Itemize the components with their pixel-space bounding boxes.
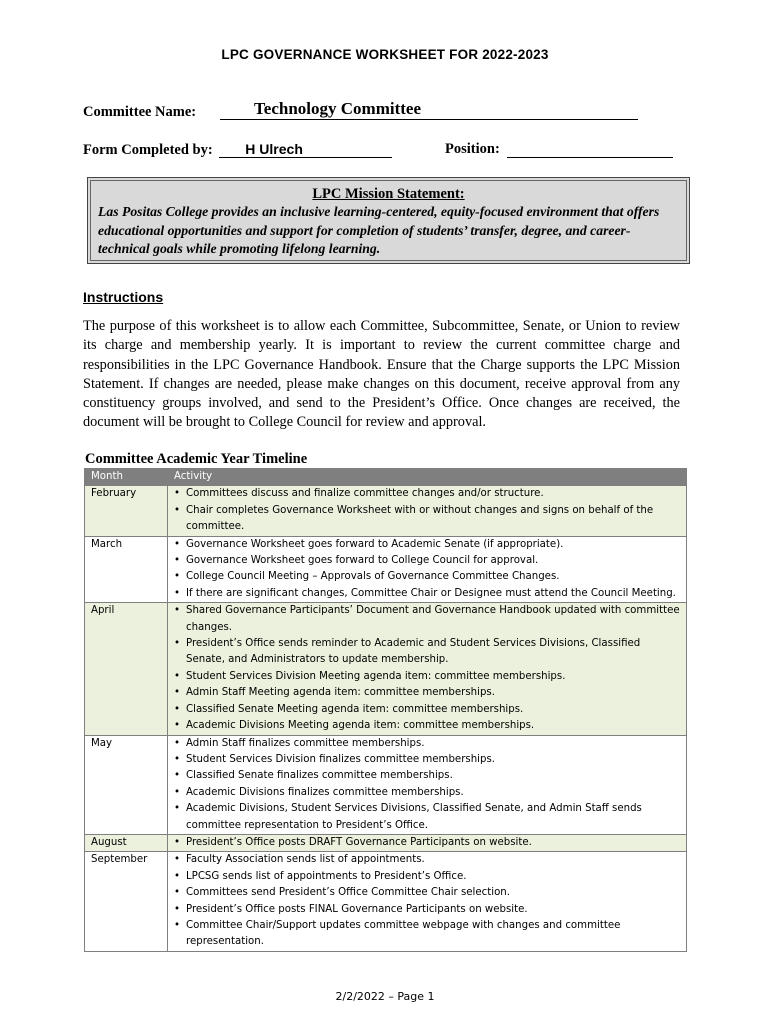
- committee-name-label: Committee Name:: [83, 104, 197, 120]
- instructions-text: The purpose of this worksheet is to allow each Committee, Subcommittee, Senate, or Union to review its charge and membership yearly. It is important to review the current committee charge and responsibilities in the LPC Governance Handbook. Ensure that the Charge supports the LPC Mission Statement. If changes are needed, please make changes on this document, receive approval from any constituency groups involved, and send to the President’s Office. Once changes are received, the document will be brought to College Council for review and approval.: [83, 318, 680, 431]
- month-cell: March: [85, 536, 168, 603]
- list-item: • President’s Office posts FINAL Governance Participants on website.: [174, 902, 680, 918]
- month-cell: February: [85, 486, 168, 536]
- timeline-table: [84, 468, 687, 952]
- list-item: • Classified Senate Meeting agenda item: committee memberships.: [174, 702, 680, 718]
- list-item: • Admin Staff finalizes committee memberships.: [174, 736, 680, 752]
- list-item: • Committee Chair/Support updates committee webpage with changes and committee representation.: [174, 918, 680, 951]
- activity-cell: [168, 486, 687, 536]
- table-row: [85, 486, 687, 536]
- list-item: • Classified Senate finalizes committee memberships.: [174, 768, 680, 784]
- list-item: • Governance Worksheet goes forward to Academic Senate (if appropriate).: [174, 537, 680, 553]
- table-row: [85, 603, 687, 735]
- activity-list: [174, 852, 680, 950]
- list-item: • Chair completes Governance Worksheet with or without changes and signs on behalf of the committee.: [174, 503, 680, 536]
- list-item: • Committees send President’s Office Committee Chair selection.: [174, 885, 680, 901]
- mission-statement-box: [87, 177, 690, 264]
- activity-cell: [168, 603, 687, 735]
- activity-list: [174, 486, 680, 535]
- activity-cell: [168, 536, 687, 603]
- activity-list: [174, 537, 680, 603]
- position-label: Position:: [445, 141, 500, 157]
- activity-column-header: Activity: [168, 469, 687, 486]
- list-item: • Student Services Division Meeting agenda item: committee memberships.: [174, 669, 680, 685]
- activity-list: [174, 835, 680, 851]
- committee-name-value: Technology Committee: [220, 99, 638, 120]
- list-item: • Governance Worksheet goes forward to College Council for approval.: [174, 553, 680, 569]
- table-row: [85, 852, 687, 951]
- month-cell: May: [85, 735, 168, 834]
- activity-cell: [168, 834, 687, 851]
- list-item: • President’s Office posts DRAFT Governance Participants on website.: [174, 835, 680, 851]
- completed-by-label: Form Completed by:: [83, 142, 213, 158]
- table-row: [85, 735, 687, 834]
- list-item: • Faculty Association sends list of appointments.: [174, 852, 680, 868]
- page-footer: 2/2/2022 – Page 1: [335, 990, 435, 1003]
- activity-list: [174, 603, 680, 734]
- mission-text: Las Positas College provides an inclusive learning-centered, equity-focused environment that offers educational opportunities and support for completion of students’ transfer, degree, and career-technical goals while promoting lifelong learning.: [98, 204, 660, 256]
- list-item: • Admin Staff Meeting agenda item: committee memberships.: [174, 685, 680, 701]
- instructions-heading: Instructions: [83, 289, 164, 305]
- month-cell: August: [85, 834, 168, 851]
- activity-cell: [168, 852, 687, 951]
- list-item: • Academic Divisions, Student Services Divisions, Classified Senate, and Admin Staff sends committee representation to President’s Office.: [174, 801, 680, 834]
- mission-title: [98, 185, 679, 203]
- table-row: [85, 834, 687, 851]
- list-item: • Committees discuss and finalize committee changes and/or structure.: [174, 486, 680, 502]
- committee-name-row: [83, 99, 421, 121]
- list-item: • Shared Governance Participants’ Document and Governance Handbook updated with committee changes.: [174, 603, 680, 636]
- month-cell: April: [85, 603, 168, 735]
- position-value: [507, 157, 673, 158]
- completed-by-value: H Ulrech: [219, 141, 392, 158]
- timeline-body: [85, 486, 687, 951]
- completed-by-row: [83, 141, 500, 159]
- timeline-header-row: [85, 469, 687, 486]
- list-item: • Student Services Division finalizes committee memberships.: [174, 752, 680, 768]
- list-item: • Academic Divisions Meeting agenda item: committee memberships.: [174, 718, 680, 734]
- list-item: • College Council Meeting – Approvals of Governance Committee Changes.: [174, 569, 680, 585]
- list-item: • LPCSG sends list of appointments to President’s Office.: [174, 869, 680, 885]
- mission-title-colon: :: [459, 186, 465, 202]
- month-column-header: Month: [85, 469, 168, 486]
- table-row: [85, 536, 687, 603]
- activity-list: [174, 736, 680, 834]
- list-item: • If there are significant changes, Committee Chair or Designee must attend the Council Meeting.: [174, 586, 680, 602]
- month-cell: September: [85, 852, 168, 951]
- activity-cell: [168, 735, 687, 834]
- timeline-heading: Committee Academic Year Timeline: [85, 451, 308, 467]
- list-item: • President’s Office sends reminder to Academic and Student Services Divisions, Classified Senate, and Administrators to update membership.: [174, 636, 680, 669]
- mission-title-text: LPC Mission Statement: [312, 186, 460, 202]
- list-item: • Academic Divisions finalizes committee memberships.: [174, 785, 680, 801]
- page-title: LPC GOVERNANCE WORKSHEET FOR 2022-2023: [221, 47, 549, 62]
